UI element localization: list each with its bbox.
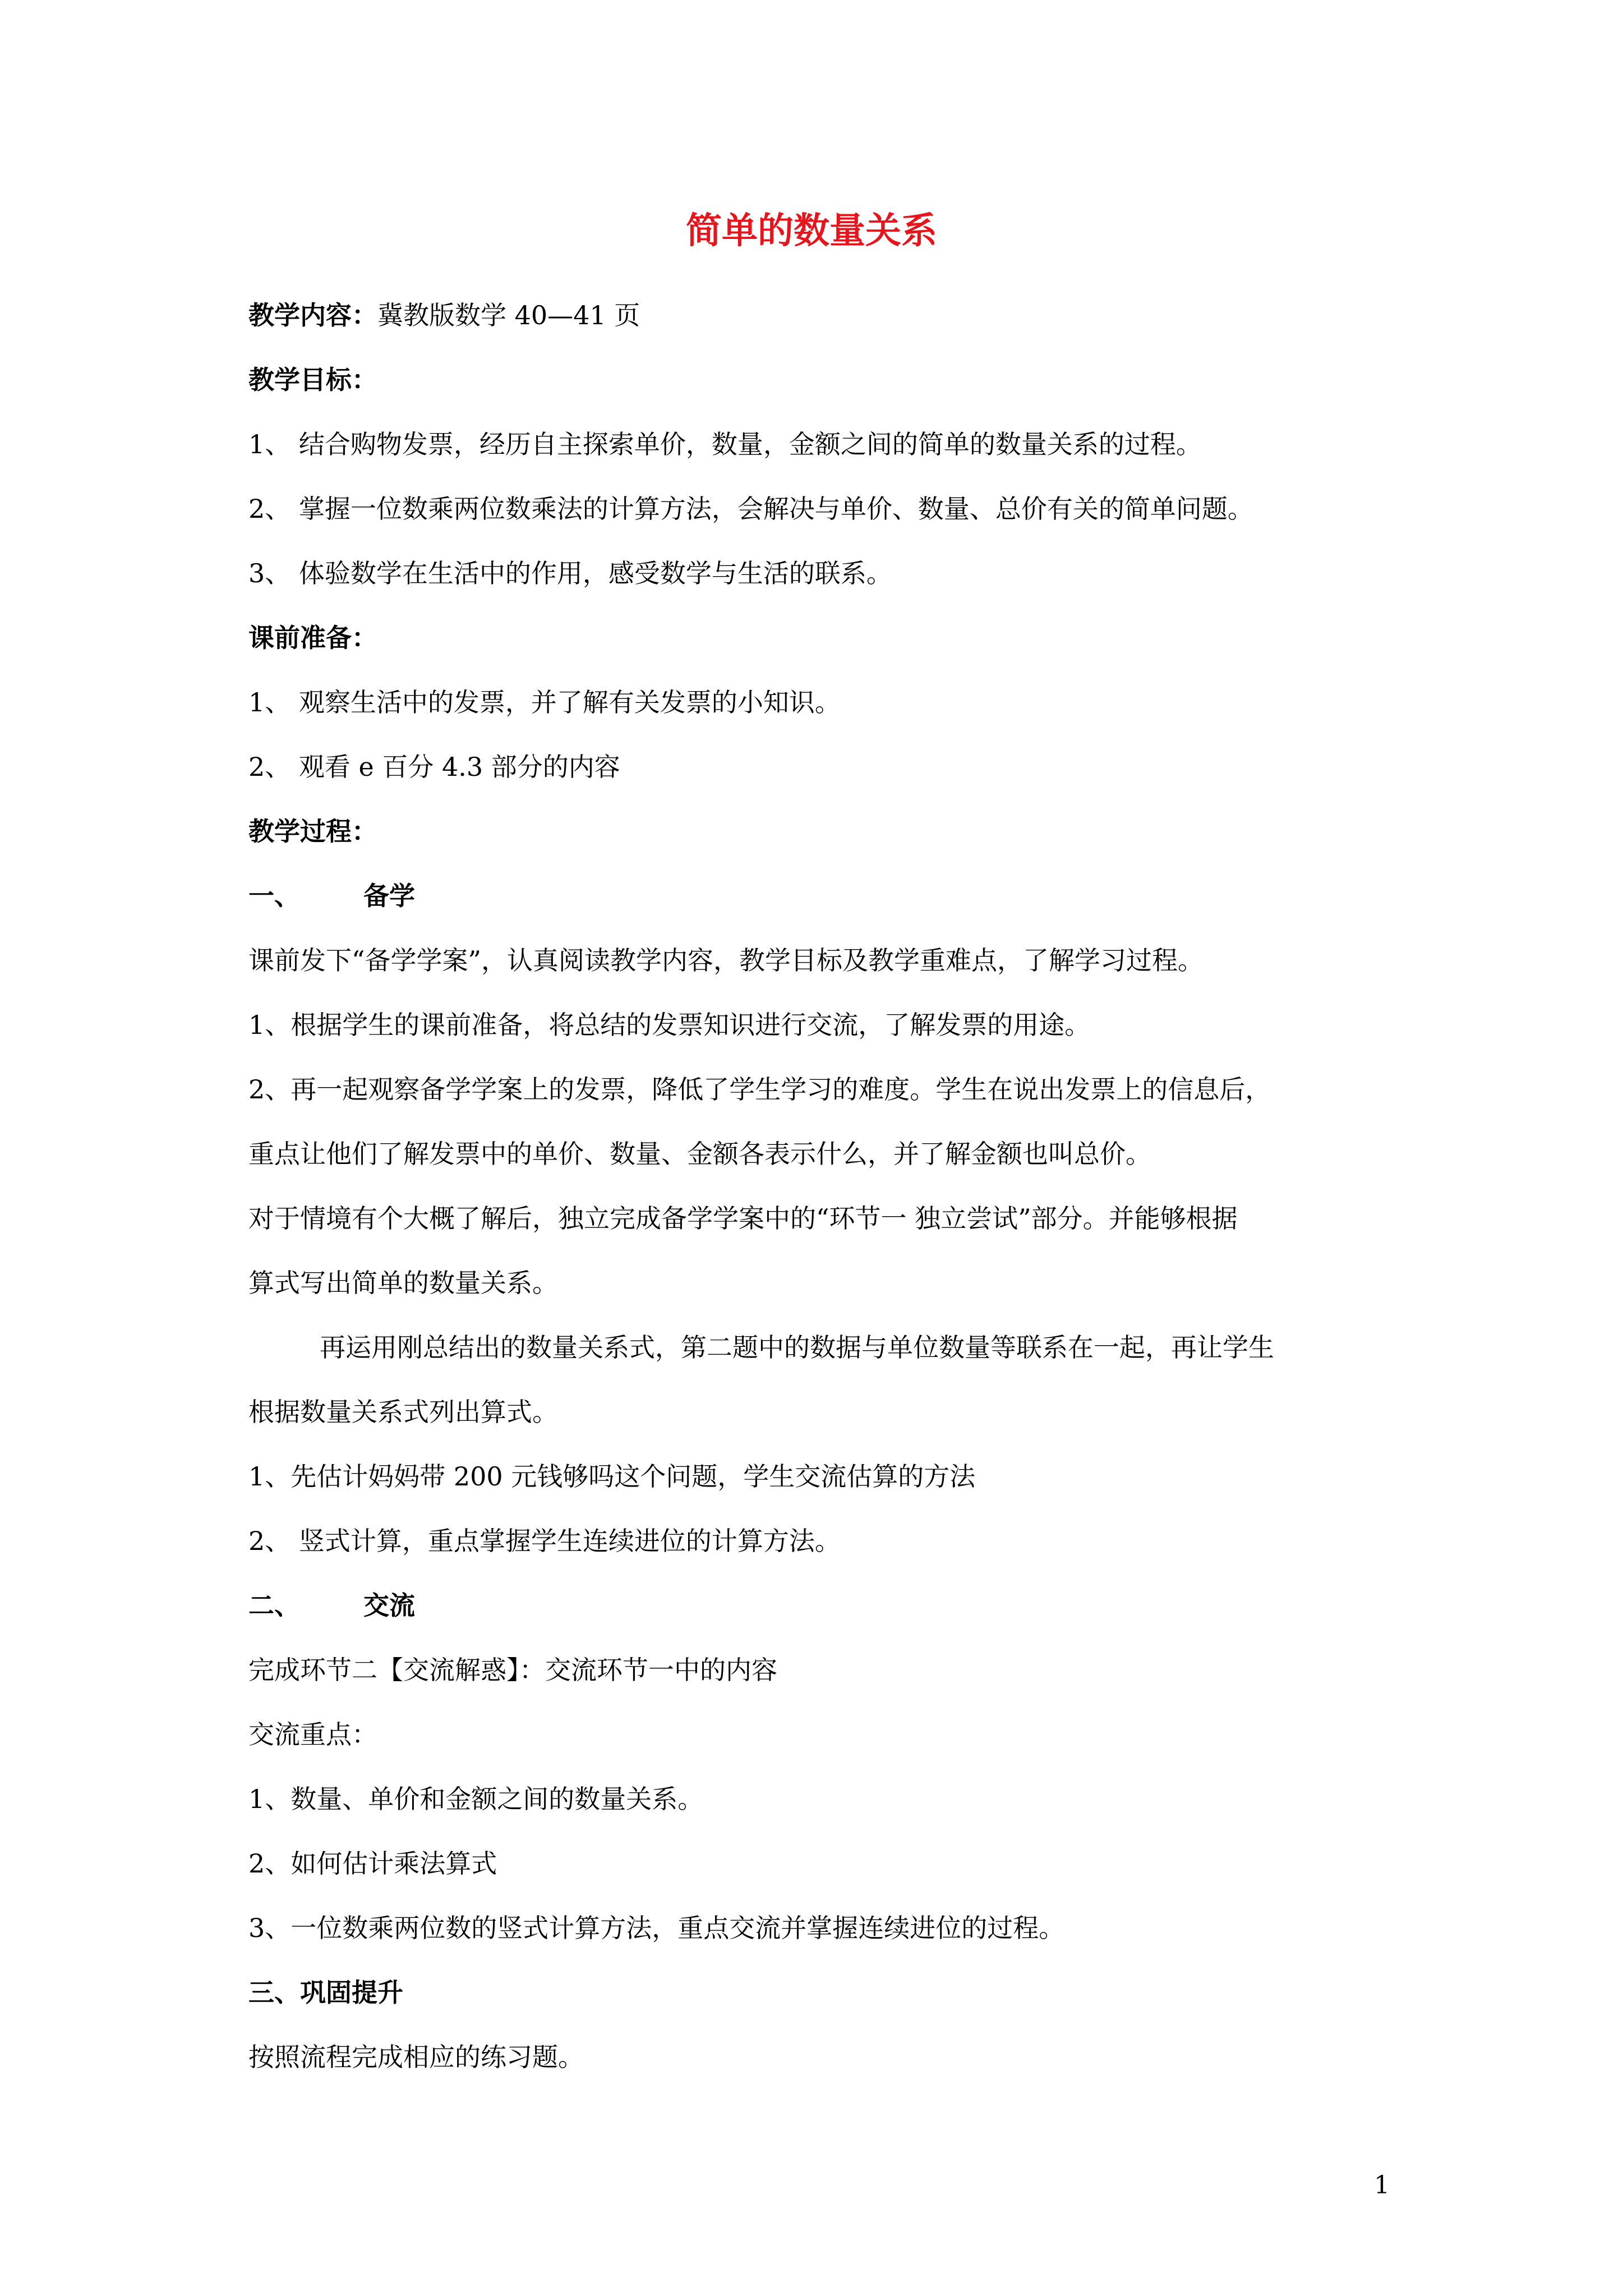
- paragraph-line: 3、一位数乘两位数的竖式计算方法，重点交流并掌握连续进位的过程。: [248, 1913, 1065, 1943]
- section-2-title: 交流: [363, 1590, 415, 1621]
- preparation-heading: 课前准备：: [248, 623, 377, 653]
- paragraph-line: 课前发下“备学学案”，认真阅读教学内容，教学目标及教学重难点，了解学习过程。: [248, 945, 1204, 976]
- content-text: 冀教版数学 40—41 页: [377, 300, 640, 330]
- process-heading: 教学过程：: [248, 816, 377, 846]
- preparation-item: 2、 观看 e 百分 4.3 部分的内容: [248, 752, 620, 782]
- content-line: [248, 300, 1398, 331]
- objective-item: 3、 体验数学在生活中的作用，感受数学与生活的联系。: [248, 558, 892, 588]
- paragraph-line: 对于情境有个大概了解后，独立完成备学学案中的“环节一 独立尝试”部分。并能够根据: [248, 1203, 1238, 1234]
- objective-item: 2、 掌握一位数乘两位数乘法的计算方法，会解决与单价、数量、总价有关的简单问题。: [248, 494, 1253, 524]
- section-1-title: 备学: [363, 881, 415, 911]
- paragraph-line: 交流重点：: [248, 1719, 377, 1750]
- preparation-item: 1、 观察生活中的发票，并了解有关发票的小知识。: [248, 687, 841, 717]
- paragraph-line: 1、先估计妈妈带 200 元钱够吗这个问题，学生交流估算的方法: [248, 1461, 976, 1492]
- objective-item: 1、 结合购物发票，经历自主探索单价，数量，金额之间的简单的数量关系的过程。: [248, 429, 1202, 459]
- content-label: 教学内容：: [248, 300, 377, 330]
- paragraph-line: 1、根据学生的课前准备，将总结的发票知识进行交流，了解发票的用途。: [248, 1010, 1091, 1040]
- document-title: 简单的数量关系: [686, 210, 937, 252]
- paragraph-line: 算式写出简单的数量关系。: [248, 1268, 558, 1298]
- paragraph-line: 根据数量关系式列出算式。: [248, 1397, 558, 1427]
- paragraph-line: 重点让他们了解发票中的单价、数量、金额各表示什么，并了解金额也叫总价。: [248, 1139, 1151, 1169]
- paragraph-line: 1、数量、单价和金额之间的数量关系。: [248, 1784, 704, 1814]
- section-2-number: 二、: [248, 1590, 300, 1621]
- section-1-number: 一、: [248, 881, 300, 911]
- page-number: 1: [1374, 2171, 1390, 2200]
- paragraph-line: 按照流程完成相应的练习题。: [248, 2042, 584, 2072]
- paragraph-line: 2、如何估计乘法算式: [248, 1848, 497, 1879]
- section-3-heading: 三、巩固提升: [248, 1977, 403, 2008]
- paragraph-line: 完成环节二【交流解惑】：交流环节一中的内容: [248, 1655, 777, 1685]
- section-1-heading: [248, 881, 1398, 912]
- objectives-heading: 教学目标：: [248, 365, 377, 395]
- section-2-heading: [248, 1590, 1398, 1621]
- paragraph-line: 再运用刚总结出的数量关系式，第二题中的数据与单位数量等联系在一起，再让学生: [320, 1332, 1274, 1363]
- paragraph-line: 2、再一起观察备学学案上的发票，降低了学生学习的难度。学生在说出发票上的信息后，: [248, 1074, 1271, 1105]
- paragraph-line: 2、 竖式计算，重点掌握学生连续进位的计算方法。: [248, 1526, 841, 1556]
